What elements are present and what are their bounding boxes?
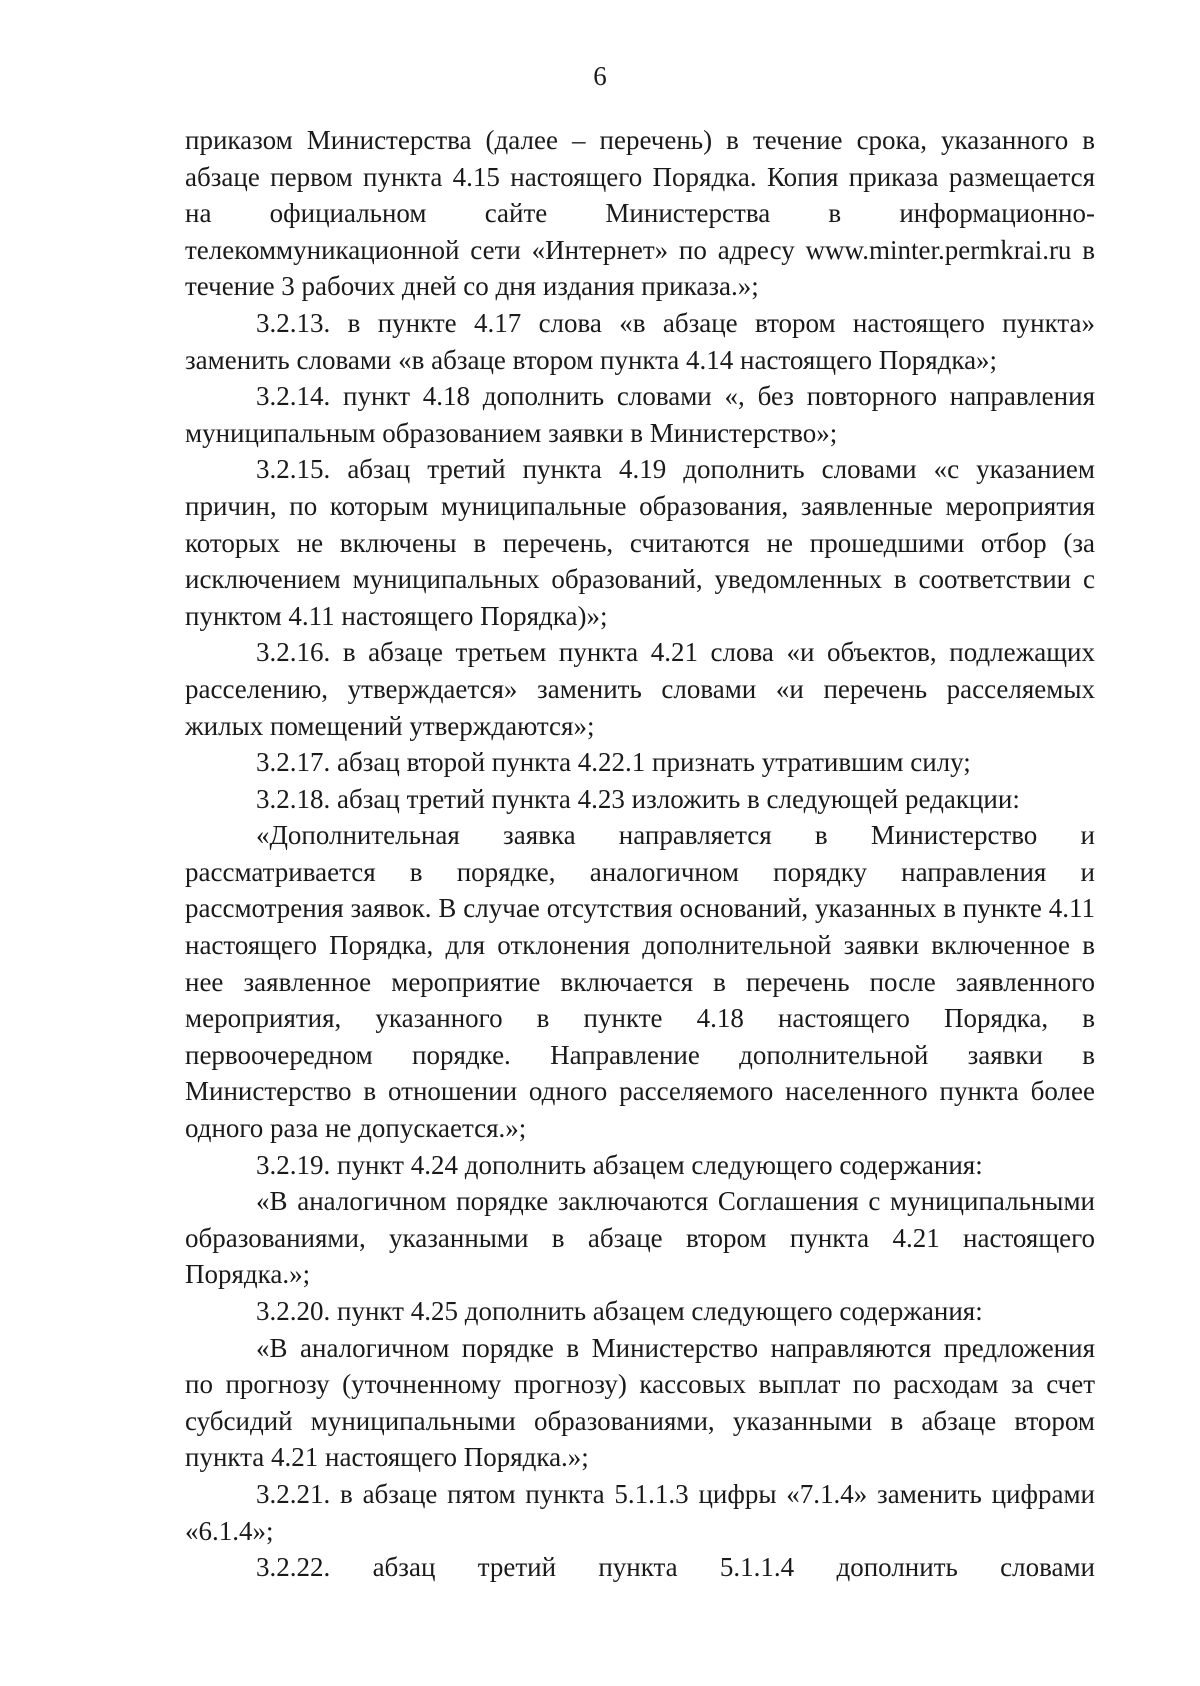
- paragraph-3-2-17: 3.2.17. абзац второй пункта 4.22.1 признать утратившим силу;: [256, 747, 971, 778]
- paragraph-3-2-22: 3.2.22. абзац третий пункта 5.1.1.4 дополнить словами: [256, 1552, 1095, 1583]
- paragraph-quote-forecast: «В аналогичном порядке в Министерство направляются предложения по прогнозу (уточненному прогнозу) кассовых выплат по расходам за счет субсидий муниципальными образованиями, указанными в абзаце втором пункта 4.21 настоящего Порядка.»;: [185, 1332, 1095, 1473]
- paragraph-3-2-18: 3.2.18. абзац третий пункта 4.23 изложить в следующей редакции:: [256, 783, 1020, 814]
- paragraph-continuation: приказом Министерства (далее – перечень) в течение срока, указанного в абзаце первом пункта 4.15 настоящего Порядка. Копия приказа размещается на официальном сайте Министерства в информационно-телекоммуникационной сети «Интернет» по адресу www.minter.permkrai.ru в течение 3 рабочих дней со дня издания приказа.»;: [185, 125, 1095, 302]
- document-body: [185, 122, 1095, 1586]
- paragraph-3-2-21: 3.2.21. в абзаце пятом пункта 5.1.1.3 цифры «7.1.4» заменить цифрами «6.1.4»;: [185, 1478, 1095, 1546]
- paragraph-3-2-16: 3.2.16. в абзаце третьем пункта 4.21 слова «и объектов, подлежащих расселению, утверждается» заменить словами «и перечень расселяемых жилых помещений утверждаются»;: [185, 637, 1095, 741]
- paragraph-quote-additional-application: «Дополнительная заявка направляется в Министерство и рассматривается в порядке, аналогичном порядку направления и рассмотрения заявок. В случае отсутствия оснований, указанных в пункте 4.11 настоящего Порядка, для отклонения дополнительной заявки включенное в нее заявленное мероприятие включается в перечень после заявленного мероприятия, указанного в пункте 4.18 настоящего Порядка, в первоочередном порядке. Направление дополнительной заявки в Министерство в отношении одного расселяемого населенного пункта более одного раза не допускается.»;: [185, 820, 1095, 1144]
- paragraph-3-2-19: 3.2.19. пункт 4.24 дополнить абзацем следующего содержания:: [256, 1149, 983, 1180]
- paragraph-3-2-14: 3.2.14. пункт 4.18 дополнить словами «, без повторного направления муниципальным образованием заявки в Министерство»;: [185, 381, 1095, 448]
- paragraph-3-2-15: 3.2.15. абзац третий пункта 4.19 дополнить словами «с указанием причин, по которым муниципальные образования, заявленные мероприятия которых не включены в перечень, считаются не прошедшими отбор (за исключением муниципальных образований, уведомленных в соответствии с пунктом 4.11 настоящего Порядка)»;: [185, 454, 1095, 631]
- paragraph-quote-agreements: «В аналогичном порядке заключаются Соглашения с муниципальными образованиями, указанными в абзаце втором пункта 4.21 настоящего Порядка.»;: [185, 1186, 1095, 1290]
- paragraph-3-2-20: 3.2.20. пункт 4.25 дополнить абзацем следующего содержания:: [256, 1296, 983, 1326]
- page-number: 6: [593, 61, 607, 91]
- paragraph-3-2-13: 3.2.13. в пункте 4.17 слова «в абзаце втором настоящего пункта» заменить словами «в абзаце втором пункта 4.14 настоящего Порядка»;: [185, 307, 1095, 375]
